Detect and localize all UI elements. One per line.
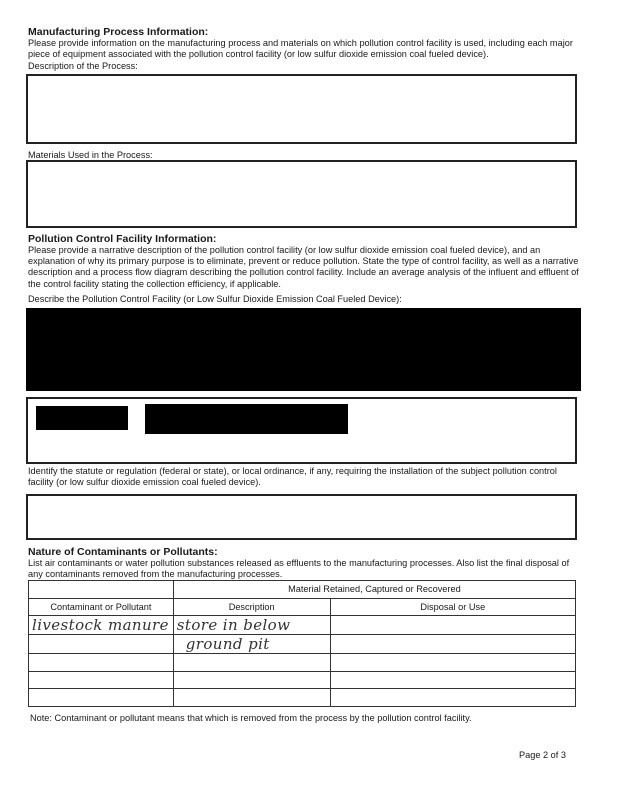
facility-heading: Pollution Control Facility Information:	[28, 233, 217, 245]
contaminant-cell[interactable]	[29, 671, 174, 689]
description-cell[interactable]: ground pit	[173, 635, 330, 654]
materials-label: Materials Used in the Process:	[28, 150, 153, 160]
table-group-header-row	[29, 581, 576, 599]
page-number: Page 2 of 3	[519, 750, 566, 760]
contaminant-cell[interactable]: livestock manure	[29, 616, 174, 635]
col-header-description: Description	[173, 598, 330, 616]
contaminant-cell[interactable]	[29, 654, 174, 672]
material-retained-header: Material Retained, Captured or Recovered	[173, 581, 575, 599]
contaminant-cell[interactable]	[29, 689, 174, 707]
contaminants-heading: Nature of Contaminants or Pollutants:	[28, 546, 218, 558]
redaction-block-large	[26, 308, 581, 391]
col-header-disposal: Disposal or Use	[330, 598, 575, 616]
col-header-contaminant: Contaminant or Pollutant	[29, 598, 174, 616]
manufacturing-heading: Manufacturing Process Information:	[28, 26, 209, 38]
contaminants-intro: List air contaminants or water pollution substances released as effluents to the manufacturing processes. Also list the final disposal of any contaminants removed from the manufacturing processes.	[28, 558, 570, 580]
process-label: Description of the Process:	[28, 61, 138, 71]
facility-describe-label: Describe the Pollution Control Facility (or Low Sulfur Dioxide Emission Coal Fueled Device):	[28, 294, 402, 304]
table-row	[29, 616, 576, 635]
table-column-header-row	[29, 598, 576, 616]
description-cell[interactable]	[173, 671, 330, 689]
description-cell[interactable]	[173, 689, 330, 707]
table-row	[29, 671, 576, 689]
disposal-cell[interactable]	[330, 689, 575, 707]
statute-label: Identify the statute or regulation (federal or state), or local ordinance, if any, requiring the installation of the subject pollution control facility (or low sulfur dioxide emission coal fueled device).	[28, 466, 557, 488]
materials-field[interactable]	[26, 160, 577, 228]
contaminant-cell[interactable]	[29, 635, 174, 654]
description-cell[interactable]	[173, 654, 330, 672]
disposal-cell[interactable]	[330, 654, 575, 672]
statute-field[interactable]	[26, 494, 577, 540]
disposal-cell[interactable]	[330, 616, 575, 635]
table-row	[29, 689, 576, 707]
table-row	[29, 654, 576, 672]
contaminant-note: Note: Contaminant or pollutant means that which is removed from the process by the pollution control facility.	[30, 713, 472, 723]
disposal-cell[interactable]	[330, 635, 575, 654]
redaction-block-medium	[145, 404, 348, 434]
facility-intro: Please provide a narrative description of the pollution control facility (or low sulfur dioxide emission coal fueled device), and an explanation of why its primary purpose is to eliminate, prevent or reduce pollution. State the type of control facility, as well as a narrative description and a process flow diagram describing the pollution control facility. Include an average analysis of the influent and effluent of the control facility stating the collection efficiency, if applicable.	[28, 245, 579, 289]
contaminants-table	[28, 580, 576, 707]
disposal-cell[interactable]	[330, 671, 575, 689]
table-row	[29, 635, 576, 654]
process-description-field[interactable]	[26, 74, 577, 144]
facility-description-field[interactable]	[26, 397, 577, 464]
redaction-block-small	[36, 406, 128, 430]
manufacturing-intro: Please provide information on the manufacturing process and materials on which pollution control facility is used, including each major piece of equipment associated with the pollution control facility (or low sulfur dioxide emission coal fueled device).	[28, 38, 573, 60]
table-blank-header-cell	[29, 581, 174, 599]
description-cell[interactable]: store in below	[173, 616, 330, 635]
